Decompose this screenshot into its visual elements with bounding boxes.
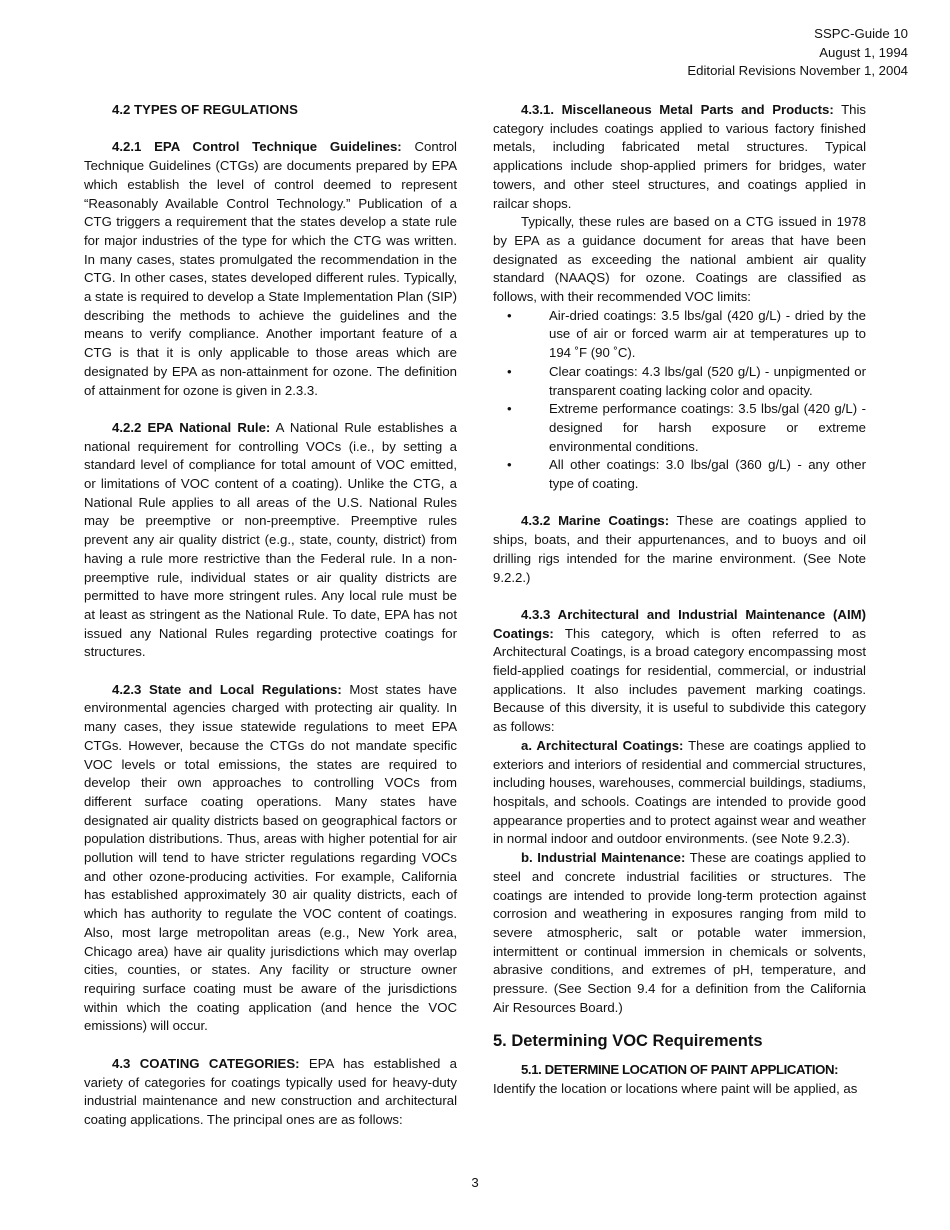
doc-date: August 1, 1994 [819,44,908,60]
paragraph-text: A National Rule establishes a national requirement for controlling VOCs (i.e., by setting a standard level of compliance for total amount of VOC emitted, or limitations of VOC content of a coating). Unlike the CTG, a National Rule applies to all areas of the U.S. National Rules may be preemptive or non-preemptive. Preemptive rules prevent any air quality district (e.g., state, county, district) from having a rule more restrictive than the Federal rule. In a non-preemptive rule, individual states or air quality districts are permitted to have more stringent rules. Any local rule must be at least as stringent as the National Rule. To date, EPA has not issued any National Rules regarding protective coatings for structures. [84,419,457,660]
paragraph-text: This category, which is often referred to as Architectural Coatings, is a broad category encompassing most field-applied coatings for residential, commercial, or industrial applications. It also includes pavement marking coatings. Because of this diversity, it is useful to subdivide this category as follows: [493,625,866,735]
section-4-2-heading: 4.2 TYPES OF REGULATIONS [112,102,298,117]
subsection-heading: b. Industrial Maintenance: [521,850,686,866]
paragraph-text: These are coatings applied to exteriors and interiors of residential and commercial structures, including houses, warehouses, commercial buildings, stadiums, hospitals, and schools. Coatings are intended to provide good appearance properties and to protect against wear and weather in normal indoor and outdoor environments. (see Note 9.2.3). [493,737,866,847]
subsection-heading: a. Architectural Coatings: [521,737,684,753]
right-column [493,101,866,1099]
section-4-3 [84,1055,457,1130]
section-5-1 [493,1061,866,1080]
section-4-3-2 [493,512,866,587]
list-item: • All other coatings: 3.0 lbs/gal (360 g/L) - any other type of coating. [507,457,866,492]
section-heading: 4.2.1 EPA Control Technique Guidelines: [112,139,402,155]
doc-revision: Editorial Revisions November 1, 2004 [687,63,908,78]
section-heading: 4.3 COATING CATEGORIES: [112,1055,300,1071]
section-4-2-1 [84,138,457,400]
section-5-1-text: Identify the location or locations where paint will be applied, as [493,1081,858,1097]
subsection-a [493,737,866,849]
voc-limits-list [493,307,866,494]
section-4-3-1-p2: Typically, these rules are based on a CTG issued in 1978 by EPA as a guidance document for areas that have been designated as exceeding the national ambient air quality standard (NAAQS) for ozone. Coatings are classified as follows, with their recommended VOC limits: [493,214,866,305]
section-4-2-2 [84,419,457,662]
bullet: • [507,457,512,473]
section-heading: 5.1. DETERMINE LOCATION OF PAINT APPLICATION: [521,1062,839,1078]
section-heading: 4.3.2 Marine Coatings: [521,513,670,529]
bullet: • [507,307,512,323]
section-heading: 4.3.3 Architectural and Industrial Maintenance (AIM) Coatings: [493,606,866,641]
left-column [84,101,457,1130]
paragraph-text: These are coatings applied to ships, boats, and their appurtenances, and to buoys and oil drilling rigs intended for the marine environment. (See Note 9.2.2.) [493,513,866,585]
section-heading: 4.3.1. Miscellaneous Metal Parts and Products: [521,102,834,117]
section-heading: 4.2.3 State and Local Regulations: [112,681,342,697]
paragraph-text: Most states have environmental agencies charged with protecting air quality. In many cases, they issue statewide regulations to meet EPA CTGs. However, because the CTGs do not mandate specific VOC levels or total emissions, the states are required to develop their own approaches to controlling VOCs from different surface coating operations. Many states have designated air quality districts based on geographical factors or population distributions. Thus, areas with higher potential for air pollution will tend to have stricter regulations regarding VOCs and other ozone-producing activities. For example, California has established approximately 30 air quality districts, each of which has authority to regulate the VOC content of coatings. Also, most large metropolitan areas (e.g., New York area, Chicago area) have air quality jurisdictions which may overlap cities, counties, or states. Any facility or structure owner requiring surface coating must be aware of the jurisdictions within which the coating application (and hence the VOC emissions) will occur. [84,681,457,1034]
section-5-title: 5. Determining VOC Requirements [493,1032,763,1051]
page-number: 3 [471,1175,479,1190]
bullet: • [507,401,512,417]
list-item: • Extreme performance coatings: 3.5 lbs/gal (420 g/L) - designed for harsh exposure or extreme environmental conditions. [507,401,866,454]
section-4-2-3 [84,681,457,1036]
page-header [687,25,908,81]
bullet: • [507,363,512,379]
paragraph-text: These are coatings applied to steel and concrete industrial facilities or structures. The coatings are intended to provide long-term protection against corrosion and weathering in exposures ranging from mild to severe atmospheric, salt or potable water immersion, intermittent or continual immersion in chemicals or solvents, abrasive conditions, and extremes of pH, temperature, and pressure. (See Section 9.4 for a definition from the California Air Resources Board.) [493,850,866,1015]
section-4-3-1 [493,101,866,213]
paragraph-text: EPA has established a variety of categories for coatings typically used for heavy-duty industrial maintenance and new construction and architectural coating applications. The principal ones are as follows: [84,1055,457,1127]
section-heading: 4.2.2 EPA National Rule: [112,419,271,435]
paragraph-text: This category includes coatings applied to various factory finished metals, including fabricated metal structures. Typical applications include shop-applied primers for bridges, water towers, and other steel structures, and coatings applied in railcar shops. [493,102,867,211]
paragraph-text: Control Technique Guidelines (CTGs) are documents prepared by EPA which establish the level of control deemed to represent “Reasonably Available Control Technology.” Publication of a CTG triggers a requirement that the states develop a state rule for major industries of the type for which the CTG was written. In many cases, states promulgated the recommendation in the CTG. In other cases, states developed different rules. Typically, a state is required to develop a State Implementation Plan (SIP) describing the methods to achieve the guidelines and the means to verify compliance. Another important feature of a CTG is that it is only applicable to those areas which are designated by EPA as non-attainment for ozone. The definition of attainment for ozone is given in 2.3.3. [84,139,457,398]
doc-id: SSPC-Guide 10 [814,26,908,41]
subsection-b [493,849,866,1017]
section-4-3-3 [493,606,866,737]
list-item: • Air-dried coatings: 3.5 lbs/gal (420 g/L) - dried by the use of air or forced warm air at temperatures up to 194 ˚F (90 ˚C). [507,307,866,361]
list-item: • Clear coatings: 4.3 lbs/gal (520 g/L) - unpigmented or transparent coating lacking color and opacity. [507,363,866,398]
